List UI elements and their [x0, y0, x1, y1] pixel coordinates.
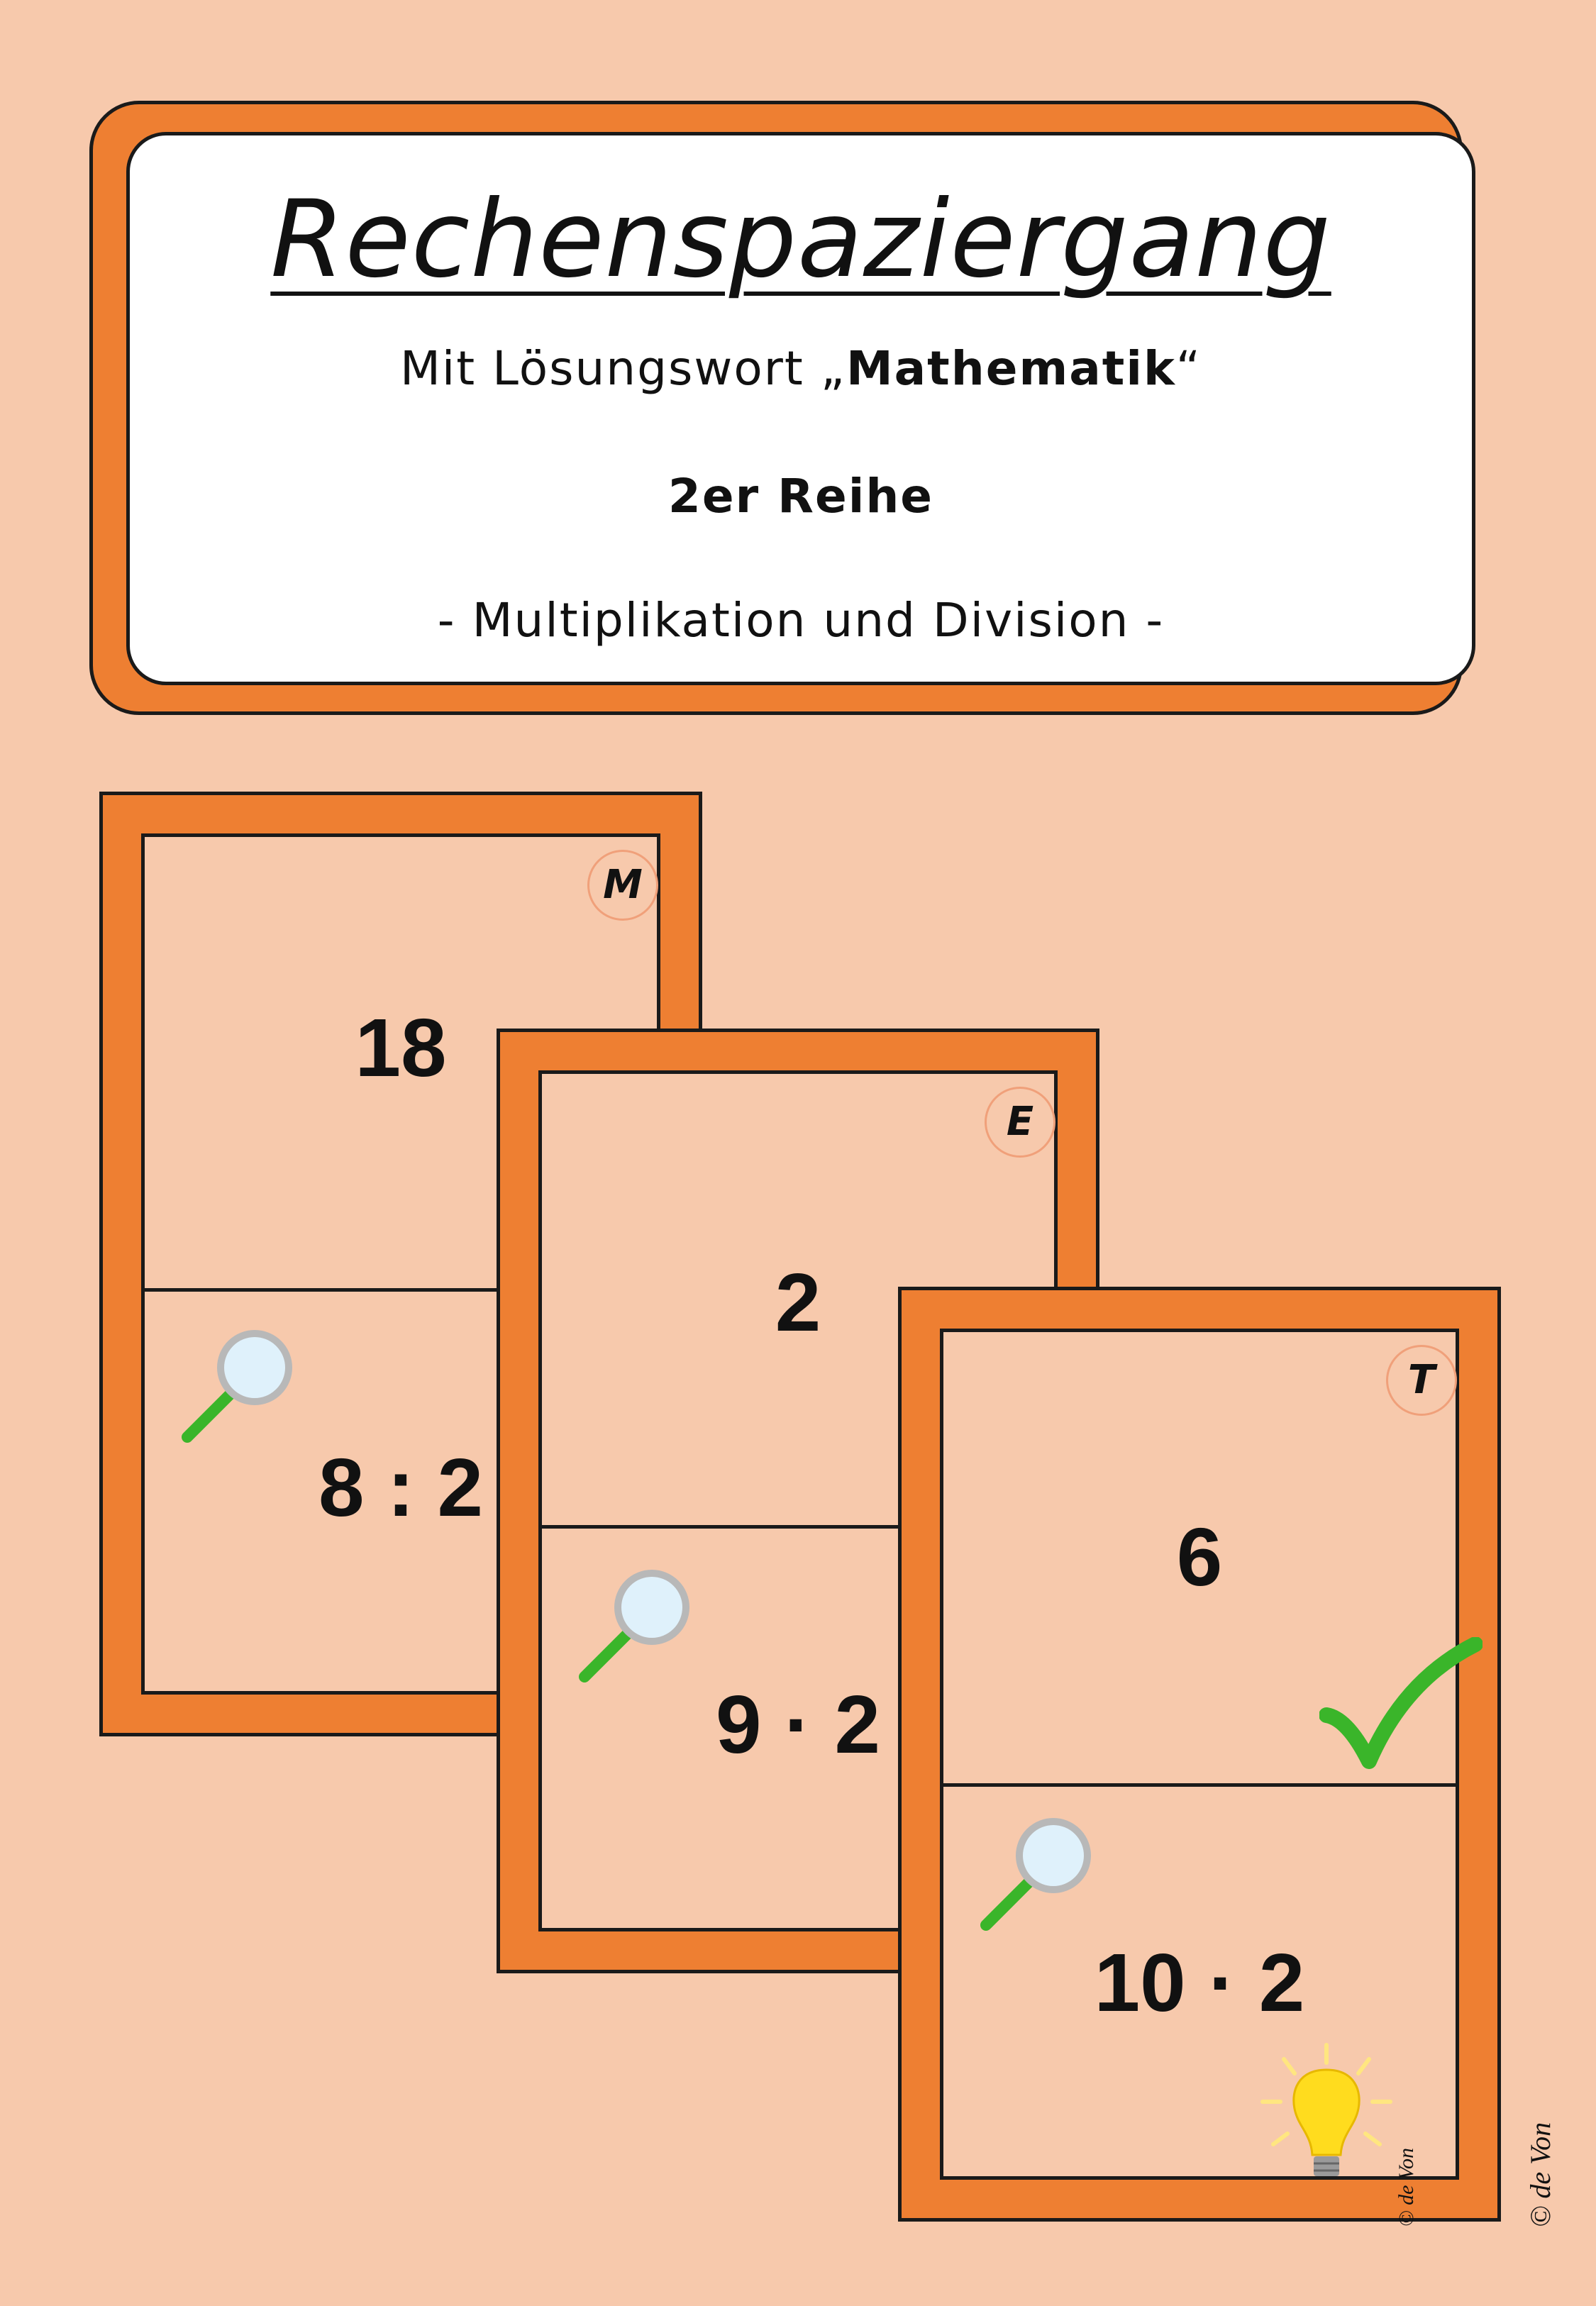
card-answer: 6 [1176, 1511, 1223, 1603]
title-card [126, 132, 1475, 685]
card-task: 9 · 2 [715, 1678, 881, 1770]
card-letter: E [985, 1087, 1055, 1158]
magnifier-icon [965, 1805, 1107, 1946]
subtitle-suffix: “ [1175, 341, 1202, 396]
task-card-t [898, 1287, 1501, 2227]
card-letter: M [587, 850, 658, 921]
operations-label: - Multiplikation und Division - [437, 593, 1165, 648]
subtitle [130, 341, 1472, 396]
subtitle-prefix: Mit Lösungswort „ [399, 341, 846, 396]
card-task: 10 · 2 [1094, 1936, 1305, 2029]
card-letter: T [1386, 1345, 1457, 1416]
card-inner [940, 1329, 1459, 2227]
magnifier-icon [166, 1316, 308, 1458]
checkmark-icon [1319, 1637, 1483, 1779]
page-signature: © de Von [1524, 2122, 1556, 2227]
solution-word: Mathematik [846, 341, 1176, 396]
page-title: Rechenspaziergang [270, 178, 1331, 301]
light-bulb-icon [1256, 2041, 1397, 2190]
card-signature: © de Von [1395, 2148, 1418, 2227]
card-divider [943, 1783, 1456, 1787]
card-task: 8 : 2 [318, 1441, 484, 1534]
series-label: 2er Reihe [667, 469, 934, 523]
card-answer: 2 [775, 1256, 821, 1348]
card-answer: 18 [355, 1002, 447, 1094]
